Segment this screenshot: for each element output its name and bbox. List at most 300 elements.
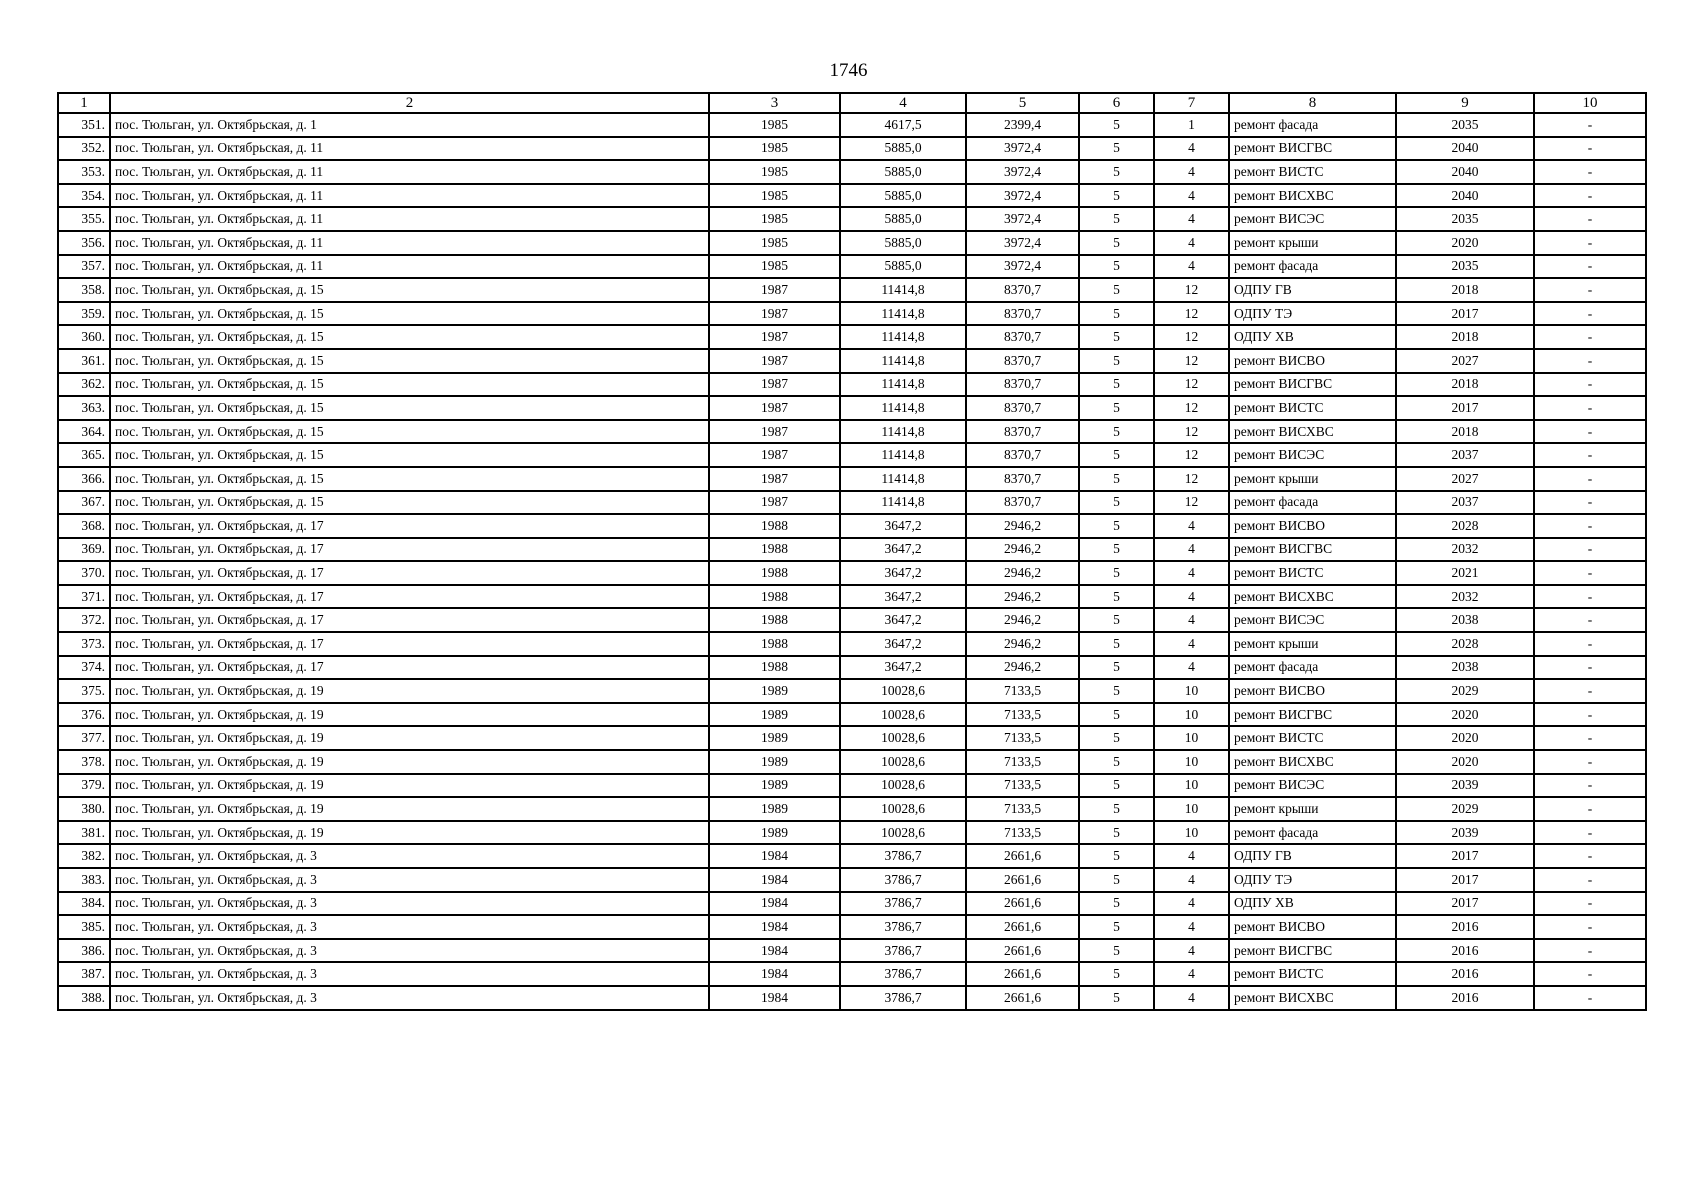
cell-row-number: 367. xyxy=(58,491,110,515)
cell-entrances: 10 xyxy=(1154,774,1229,798)
header-row xyxy=(58,93,1646,113)
cell-living-area: 7133,5 xyxy=(966,750,1079,774)
cell-row-number: 355. xyxy=(58,207,110,231)
cell-total-area: 3647,2 xyxy=(840,608,966,632)
cell-note: - xyxy=(1534,278,1646,302)
cell-living-area: 2946,2 xyxy=(966,608,1079,632)
cell-note: - xyxy=(1534,986,1646,1010)
cell-address: пос. Тюльган, ул. Октябрьская, д. 17 xyxy=(110,656,709,680)
cell-planned-year: 2018 xyxy=(1396,373,1534,397)
cell-work-type: ремонт ВИСТС xyxy=(1229,396,1396,420)
cell-row-number: 374. xyxy=(58,656,110,680)
cell-note: - xyxy=(1534,726,1646,750)
cell-living-area: 3972,4 xyxy=(966,184,1079,208)
table-row xyxy=(58,137,1646,161)
table-row xyxy=(58,561,1646,585)
cell-year-built: 1988 xyxy=(709,514,840,538)
cell-row-number: 375. xyxy=(58,679,110,703)
cell-total-area: 3647,2 xyxy=(840,656,966,680)
cell-year-built: 1988 xyxy=(709,585,840,609)
cell-living-area: 8370,7 xyxy=(966,302,1079,326)
cell-total-area: 3786,7 xyxy=(840,939,966,963)
table-row xyxy=(58,184,1646,208)
cell-floors: 5 xyxy=(1079,679,1154,703)
cell-work-type: ремонт фасада xyxy=(1229,821,1396,845)
table-row xyxy=(58,844,1646,868)
cell-address: пос. Тюльган, ул. Октябрьская, д. 3 xyxy=(110,986,709,1010)
cell-work-type: ремонт фасада xyxy=(1229,656,1396,680)
cell-planned-year: 2016 xyxy=(1396,986,1534,1010)
cell-work-type: ремонт ВИСЭС xyxy=(1229,608,1396,632)
cell-planned-year: 2032 xyxy=(1396,585,1534,609)
cell-floors: 5 xyxy=(1079,325,1154,349)
cell-floors: 5 xyxy=(1079,608,1154,632)
cell-address: пос. Тюльган, ул. Октябрьская, д. 3 xyxy=(110,915,709,939)
cell-planned-year: 2016 xyxy=(1396,915,1534,939)
cell-year-built: 1989 xyxy=(709,821,840,845)
cell-entrances: 12 xyxy=(1154,278,1229,302)
cell-entrances: 4 xyxy=(1154,538,1229,562)
table-row xyxy=(58,538,1646,562)
cell-floors: 5 xyxy=(1079,373,1154,397)
cell-floors: 5 xyxy=(1079,561,1154,585)
cell-total-area: 5885,0 xyxy=(840,255,966,279)
cell-planned-year: 2017 xyxy=(1396,844,1534,868)
cell-note: - xyxy=(1534,679,1646,703)
cell-row-number: 382. xyxy=(58,844,110,868)
cell-address: пос. Тюльган, ул. Октябрьская, д. 15 xyxy=(110,491,709,515)
cell-total-area: 5885,0 xyxy=(840,231,966,255)
cell-planned-year: 2020 xyxy=(1396,231,1534,255)
cell-planned-year: 2035 xyxy=(1396,255,1534,279)
cell-total-area: 11414,8 xyxy=(840,373,966,397)
cell-address: пос. Тюльган, ул. Октябрьская, д. 19 xyxy=(110,774,709,798)
cell-row-number: 376. xyxy=(58,703,110,727)
cell-floors: 5 xyxy=(1079,467,1154,491)
cell-floors: 5 xyxy=(1079,986,1154,1010)
cell-work-type: ОДПУ ТЭ xyxy=(1229,302,1396,326)
cell-address: пос. Тюльган, ул. Октябрьская, д. 15 xyxy=(110,302,709,326)
table-row xyxy=(58,278,1646,302)
cell-year-built: 1984 xyxy=(709,892,840,916)
cell-work-type: ремонт ВИСЭС xyxy=(1229,207,1396,231)
cell-total-area: 3786,7 xyxy=(840,892,966,916)
cell-row-number: 388. xyxy=(58,986,110,1010)
table-row xyxy=(58,373,1646,397)
cell-planned-year: 2027 xyxy=(1396,349,1534,373)
cell-year-built: 1987 xyxy=(709,325,840,349)
table-row xyxy=(58,396,1646,420)
cell-address: пос. Тюльган, ул. Октябрьская, д. 17 xyxy=(110,561,709,585)
cell-note: - xyxy=(1534,632,1646,656)
cell-entrances: 4 xyxy=(1154,915,1229,939)
cell-planned-year: 2040 xyxy=(1396,184,1534,208)
cell-total-area: 10028,6 xyxy=(840,726,966,750)
cell-total-area: 3786,7 xyxy=(840,986,966,1010)
cell-floors: 5 xyxy=(1079,278,1154,302)
cell-planned-year: 2018 xyxy=(1396,278,1534,302)
cell-note: - xyxy=(1534,703,1646,727)
cell-note: - xyxy=(1534,561,1646,585)
cell-floors: 5 xyxy=(1079,703,1154,727)
cell-planned-year: 2018 xyxy=(1396,420,1534,444)
cell-address: пос. Тюльган, ул. Октябрьская, д. 17 xyxy=(110,608,709,632)
cell-work-type: ремонт ВИСГВС xyxy=(1229,538,1396,562)
cell-entrances: 4 xyxy=(1154,962,1229,986)
cell-total-area: 10028,6 xyxy=(840,797,966,821)
cell-work-type: ремонт ВИСТС xyxy=(1229,561,1396,585)
cell-note: - xyxy=(1534,892,1646,916)
cell-note: - xyxy=(1534,962,1646,986)
cell-living-area: 7133,5 xyxy=(966,726,1079,750)
cell-note: - xyxy=(1534,160,1646,184)
cell-total-area: 10028,6 xyxy=(840,679,966,703)
cell-total-area: 3647,2 xyxy=(840,632,966,656)
cell-total-area: 10028,6 xyxy=(840,703,966,727)
cell-floors: 5 xyxy=(1079,349,1154,373)
cell-row-number: 360. xyxy=(58,325,110,349)
cell-total-area: 5885,0 xyxy=(840,160,966,184)
cell-address: пос. Тюльган, ул. Октябрьская, д. 11 xyxy=(110,137,709,161)
cell-living-area: 2661,6 xyxy=(966,939,1079,963)
cell-planned-year: 2018 xyxy=(1396,325,1534,349)
cell-living-area: 2661,6 xyxy=(966,892,1079,916)
table-row xyxy=(58,962,1646,986)
cell-work-type: ремонт ВИСГВС xyxy=(1229,373,1396,397)
cell-floors: 5 xyxy=(1079,538,1154,562)
cell-living-area: 8370,7 xyxy=(966,325,1079,349)
cell-living-area: 8370,7 xyxy=(966,396,1079,420)
cell-row-number: 351. xyxy=(58,113,110,137)
table-row xyxy=(58,325,1646,349)
cell-entrances: 4 xyxy=(1154,844,1229,868)
cell-entrances: 4 xyxy=(1154,514,1229,538)
cell-planned-year: 2038 xyxy=(1396,656,1534,680)
cell-row-number: 371. xyxy=(58,585,110,609)
cell-work-type: ремонт ВИСХВС xyxy=(1229,184,1396,208)
cell-entrances: 4 xyxy=(1154,231,1229,255)
cell-address: пос. Тюльган, ул. Октябрьская, д. 1 xyxy=(110,113,709,137)
table-row xyxy=(58,160,1646,184)
cell-total-area: 11414,8 xyxy=(840,396,966,420)
table-row xyxy=(58,750,1646,774)
cell-floors: 5 xyxy=(1079,585,1154,609)
cell-address: пос. Тюльган, ул. Октябрьская, д. 15 xyxy=(110,373,709,397)
cell-total-area: 3647,2 xyxy=(840,561,966,585)
cell-living-area: 8370,7 xyxy=(966,373,1079,397)
table-row xyxy=(58,349,1646,373)
cell-entrances: 10 xyxy=(1154,679,1229,703)
cell-floors: 5 xyxy=(1079,774,1154,798)
table-row xyxy=(58,113,1646,137)
table-row xyxy=(58,726,1646,750)
cell-living-area: 8370,7 xyxy=(966,443,1079,467)
cell-floors: 5 xyxy=(1079,137,1154,161)
cell-row-number: 364. xyxy=(58,420,110,444)
cell-floors: 5 xyxy=(1079,844,1154,868)
cell-note: - xyxy=(1534,939,1646,963)
cell-planned-year: 2020 xyxy=(1396,750,1534,774)
cell-floors: 5 xyxy=(1079,892,1154,916)
cell-living-area: 7133,5 xyxy=(966,679,1079,703)
table-row xyxy=(58,255,1646,279)
cell-address: пос. Тюльган, ул. Октябрьская, д. 15 xyxy=(110,396,709,420)
cell-note: - xyxy=(1534,349,1646,373)
cell-living-area: 3972,4 xyxy=(966,255,1079,279)
cell-entrances: 4 xyxy=(1154,184,1229,208)
cell-living-area: 7133,5 xyxy=(966,821,1079,845)
cell-floors: 5 xyxy=(1079,962,1154,986)
cell-work-type: ОДПУ ХВ xyxy=(1229,892,1396,916)
cell-floors: 5 xyxy=(1079,726,1154,750)
cell-address: пос. Тюльган, ул. Октябрьская, д. 19 xyxy=(110,821,709,845)
table-row xyxy=(58,585,1646,609)
cell-row-number: 377. xyxy=(58,726,110,750)
cell-note: - xyxy=(1534,868,1646,892)
cell-note: - xyxy=(1534,184,1646,208)
cell-living-area: 2661,6 xyxy=(966,868,1079,892)
cell-living-area: 2946,2 xyxy=(966,656,1079,680)
cell-year-built: 1985 xyxy=(709,113,840,137)
cell-planned-year: 2020 xyxy=(1396,726,1534,750)
cell-living-area: 2946,2 xyxy=(966,514,1079,538)
cell-work-type: ремонт крыши xyxy=(1229,797,1396,821)
cell-floors: 5 xyxy=(1079,915,1154,939)
cell-year-built: 1984 xyxy=(709,868,840,892)
cell-note: - xyxy=(1534,821,1646,845)
cell-note: - xyxy=(1534,373,1646,397)
cell-entrances: 4 xyxy=(1154,632,1229,656)
cell-planned-year: 2016 xyxy=(1396,962,1534,986)
cell-work-type: ремонт ВИСХВС xyxy=(1229,750,1396,774)
cell-planned-year: 2032 xyxy=(1396,538,1534,562)
table-row xyxy=(58,774,1646,798)
cell-note: - xyxy=(1534,207,1646,231)
cell-year-built: 1987 xyxy=(709,491,840,515)
cell-living-area: 8370,7 xyxy=(966,467,1079,491)
cell-work-type: ремонт ВИСГВС xyxy=(1229,137,1396,161)
cell-entrances: 10 xyxy=(1154,726,1229,750)
page-number: 1746 xyxy=(829,60,868,81)
cell-year-built: 1984 xyxy=(709,939,840,963)
table-row xyxy=(58,797,1646,821)
cell-year-built: 1987 xyxy=(709,302,840,326)
cell-note: - xyxy=(1534,915,1646,939)
cell-planned-year: 2017 xyxy=(1396,868,1534,892)
cell-address: пос. Тюльган, ул. Октябрьская, д. 15 xyxy=(110,278,709,302)
cell-year-built: 1987 xyxy=(709,467,840,491)
cell-note: - xyxy=(1534,325,1646,349)
cell-address: пос. Тюльган, ул. Октябрьская, д. 19 xyxy=(110,797,709,821)
cell-floors: 5 xyxy=(1079,396,1154,420)
cell-note: - xyxy=(1534,656,1646,680)
cell-floors: 5 xyxy=(1079,656,1154,680)
cell-living-area: 2946,2 xyxy=(966,585,1079,609)
cell-row-number: 383. xyxy=(58,868,110,892)
cell-note: - xyxy=(1534,585,1646,609)
cell-address: пос. Тюльган, ул. Октябрьская, д. 17 xyxy=(110,585,709,609)
cell-entrances: 10 xyxy=(1154,797,1229,821)
cell-note: - xyxy=(1534,491,1646,515)
cell-work-type: ремонт ВИСВО xyxy=(1229,349,1396,373)
cell-planned-year: 2029 xyxy=(1396,797,1534,821)
cell-year-built: 1984 xyxy=(709,844,840,868)
cell-work-type: ремонт фасада xyxy=(1229,113,1396,137)
cell-year-built: 1984 xyxy=(709,915,840,939)
cell-total-area: 5885,0 xyxy=(840,184,966,208)
cell-living-area: 2661,6 xyxy=(966,844,1079,868)
cell-living-area: 8370,7 xyxy=(966,491,1079,515)
cell-address: пос. Тюльган, ул. Октябрьская, д. 15 xyxy=(110,420,709,444)
cell-total-area: 11414,8 xyxy=(840,349,966,373)
cell-floors: 5 xyxy=(1079,514,1154,538)
cell-address: пос. Тюльган, ул. Октябрьская, д. 15 xyxy=(110,349,709,373)
cell-living-area: 8370,7 xyxy=(966,420,1079,444)
cell-row-number: 356. xyxy=(58,231,110,255)
cell-address: пос. Тюльган, ул. Октябрьская, д. 15 xyxy=(110,443,709,467)
cell-row-number: 363. xyxy=(58,396,110,420)
cell-planned-year: 2040 xyxy=(1396,160,1534,184)
cell-row-number: 353. xyxy=(58,160,110,184)
cell-address: пос. Тюльган, ул. Октябрьская, д. 19 xyxy=(110,679,709,703)
table-row xyxy=(58,679,1646,703)
cell-year-built: 1985 xyxy=(709,184,840,208)
cell-note: - xyxy=(1534,137,1646,161)
cell-address: пос. Тюльган, ул. Октябрьская, д. 19 xyxy=(110,750,709,774)
cell-entrances: 12 xyxy=(1154,491,1229,515)
cell-planned-year: 2038 xyxy=(1396,608,1534,632)
cell-address: пос. Тюльган, ул. Октябрьская, д. 11 xyxy=(110,255,709,279)
cell-row-number: 352. xyxy=(58,137,110,161)
cell-work-type: ремонт ВИСТС xyxy=(1229,160,1396,184)
cell-row-number: 378. xyxy=(58,750,110,774)
table-row xyxy=(58,302,1646,326)
cell-work-type: ремонт ВИСВО xyxy=(1229,514,1396,538)
repair-schedule-table xyxy=(57,92,1647,1011)
cell-note: - xyxy=(1534,443,1646,467)
column-header-2: 2 xyxy=(110,93,709,113)
cell-living-area: 2946,2 xyxy=(966,538,1079,562)
cell-row-number: 386. xyxy=(58,939,110,963)
cell-total-area: 11414,8 xyxy=(840,420,966,444)
cell-row-number: 358. xyxy=(58,278,110,302)
cell-floors: 5 xyxy=(1079,821,1154,845)
cell-work-type: ремонт ВИСВО xyxy=(1229,915,1396,939)
cell-entrances: 4 xyxy=(1154,137,1229,161)
cell-work-type: ОДПУ ТЭ xyxy=(1229,868,1396,892)
cell-address: пос. Тюльган, ул. Октябрьская, д. 17 xyxy=(110,538,709,562)
cell-planned-year: 2028 xyxy=(1396,514,1534,538)
cell-floors: 5 xyxy=(1079,491,1154,515)
cell-entrances: 4 xyxy=(1154,892,1229,916)
cell-work-type: ремонт ВИСГВС xyxy=(1229,939,1396,963)
cell-planned-year: 2029 xyxy=(1396,679,1534,703)
cell-floors: 5 xyxy=(1079,939,1154,963)
table-body xyxy=(58,113,1646,1010)
cell-planned-year: 2035 xyxy=(1396,207,1534,231)
cell-row-number: 387. xyxy=(58,962,110,986)
cell-floors: 5 xyxy=(1079,113,1154,137)
cell-floors: 5 xyxy=(1079,443,1154,467)
table-row xyxy=(58,207,1646,231)
cell-living-area: 8370,7 xyxy=(966,278,1079,302)
cell-year-built: 1988 xyxy=(709,608,840,632)
cell-row-number: 359. xyxy=(58,302,110,326)
cell-year-built: 1989 xyxy=(709,750,840,774)
cell-total-area: 3786,7 xyxy=(840,915,966,939)
cell-living-area: 3972,4 xyxy=(966,137,1079,161)
cell-total-area: 5885,0 xyxy=(840,137,966,161)
cell-entrances: 4 xyxy=(1154,207,1229,231)
cell-year-built: 1985 xyxy=(709,231,840,255)
cell-row-number: 384. xyxy=(58,892,110,916)
cell-year-built: 1985 xyxy=(709,255,840,279)
cell-year-built: 1988 xyxy=(709,656,840,680)
cell-entrances: 12 xyxy=(1154,396,1229,420)
cell-living-area: 8370,7 xyxy=(966,349,1079,373)
cell-note: - xyxy=(1534,396,1646,420)
cell-living-area: 2661,6 xyxy=(966,915,1079,939)
cell-planned-year: 2021 xyxy=(1396,561,1534,585)
cell-year-built: 1988 xyxy=(709,561,840,585)
cell-planned-year: 2020 xyxy=(1396,703,1534,727)
cell-year-built: 1985 xyxy=(709,137,840,161)
cell-note: - xyxy=(1534,797,1646,821)
cell-row-number: 369. xyxy=(58,538,110,562)
table-row xyxy=(58,986,1646,1010)
cell-entrances: 4 xyxy=(1154,868,1229,892)
column-header-6: 6 xyxy=(1079,93,1154,113)
cell-note: - xyxy=(1534,774,1646,798)
cell-note: - xyxy=(1534,113,1646,137)
cell-entrances: 10 xyxy=(1154,821,1229,845)
cell-note: - xyxy=(1534,538,1646,562)
column-header-10: 10 xyxy=(1534,93,1646,113)
cell-living-area: 3972,4 xyxy=(966,207,1079,231)
cell-floors: 5 xyxy=(1079,184,1154,208)
cell-note: - xyxy=(1534,608,1646,632)
table-row xyxy=(58,491,1646,515)
cell-planned-year: 2039 xyxy=(1396,774,1534,798)
cell-total-area: 10028,6 xyxy=(840,750,966,774)
cell-living-area: 2661,6 xyxy=(966,962,1079,986)
table-row xyxy=(58,467,1646,491)
cell-planned-year: 2017 xyxy=(1396,892,1534,916)
cell-entrances: 12 xyxy=(1154,325,1229,349)
cell-work-type: ремонт фасада xyxy=(1229,491,1396,515)
cell-floors: 5 xyxy=(1079,750,1154,774)
cell-row-number: 373. xyxy=(58,632,110,656)
cell-entrances: 4 xyxy=(1154,608,1229,632)
cell-total-area: 3647,2 xyxy=(840,514,966,538)
cell-work-type: ремонт ВИСЭС xyxy=(1229,443,1396,467)
table-row xyxy=(58,420,1646,444)
cell-floors: 5 xyxy=(1079,255,1154,279)
cell-planned-year: 2017 xyxy=(1396,396,1534,420)
cell-total-area: 5885,0 xyxy=(840,207,966,231)
cell-floors: 5 xyxy=(1079,231,1154,255)
cell-address: пос. Тюльган, ул. Октябрьская, д. 3 xyxy=(110,868,709,892)
cell-total-area: 3786,7 xyxy=(840,844,966,868)
table-row xyxy=(58,443,1646,467)
cell-entrances: 4 xyxy=(1154,986,1229,1010)
cell-row-number: 380. xyxy=(58,797,110,821)
cell-total-area: 4617,5 xyxy=(840,113,966,137)
cell-floors: 5 xyxy=(1079,160,1154,184)
cell-planned-year: 2027 xyxy=(1396,467,1534,491)
cell-planned-year: 2037 xyxy=(1396,443,1534,467)
cell-total-area: 3786,7 xyxy=(840,868,966,892)
